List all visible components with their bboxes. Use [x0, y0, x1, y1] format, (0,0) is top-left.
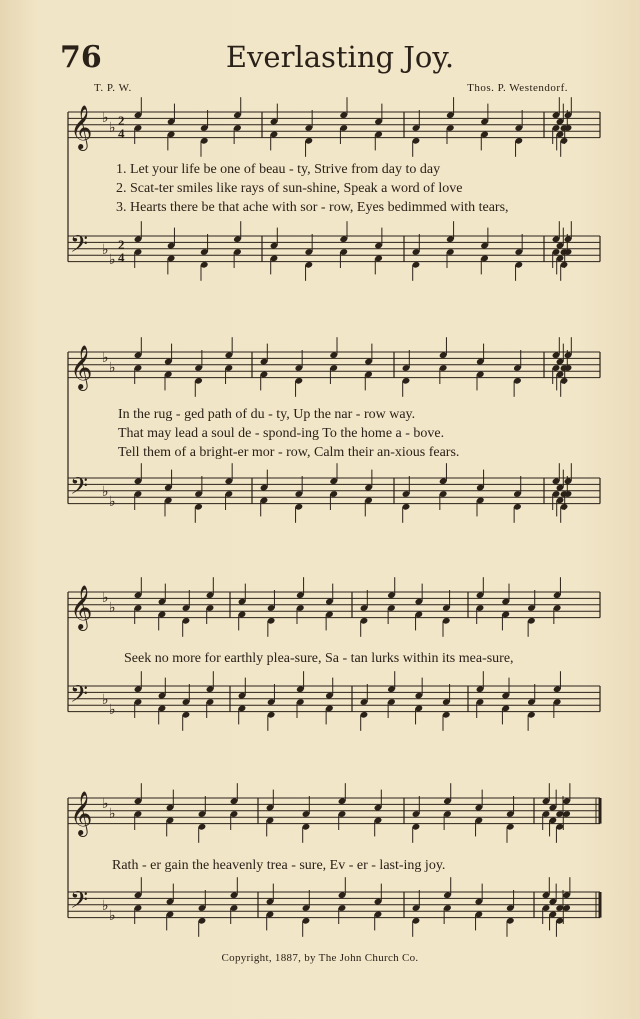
treble-clef-icon: 𝄞: [70, 791, 93, 835]
flat-icon: ♭: [109, 495, 116, 510]
lyric-line: Tell them of a bright-er mor - row, Calm their an-xious fears.: [118, 445, 460, 460]
lyric-line: 2. Scat-ter smiles like rays of sun-shine, Speak a word of love: [116, 181, 463, 196]
treble-clef-icon: 𝄞: [70, 105, 93, 149]
lyric-line: In the rug - ged path of du - ty, Up the nar - row way.: [118, 407, 416, 422]
flat-icon: ♭: [102, 351, 109, 366]
flat-icon: ♭: [102, 693, 109, 708]
treble-clef-icon: 𝄞: [70, 585, 93, 629]
bass-clef-icon: 𝄢: [70, 230, 89, 263]
page-number: 76: [60, 40, 102, 75]
treble-clef-icon: 𝄞: [70, 345, 93, 389]
bass-clef-icon: 𝄢: [70, 680, 89, 713]
flat-icon: ♭: [102, 485, 109, 500]
music-credit: Thos. P. Westendorf.: [467, 82, 568, 94]
flat-icon: ♭: [109, 361, 116, 376]
time-signature-top: 2: [118, 237, 125, 252]
flat-icon: ♭: [109, 121, 116, 136]
lyric-line: 3. Hearts there be that ache with sor - row, Eyes bedimmed with tears,: [116, 200, 509, 215]
time-signature-bottom: 4: [118, 126, 125, 141]
flat-icon: ♭: [109, 703, 116, 718]
flat-icon: ♭: [109, 909, 116, 924]
flat-icon: ♭: [102, 797, 109, 812]
bass-clef-icon: 𝄢: [70, 886, 89, 919]
hymn-title: Everlasting Joy.: [225, 40, 455, 74]
copyright-notice: Copyright, 1887, by The John Church Co.: [221, 952, 419, 964]
lyric-line: That may lead a soul de - spond-ing To the home a - bove.: [118, 426, 445, 441]
flat-icon: ♭: [102, 111, 109, 126]
time-signature-bottom: 4: [118, 250, 125, 265]
bass-clef-icon: 𝄢: [70, 472, 89, 505]
flat-icon: ♭: [109, 601, 116, 616]
words-credit: T. P. W.: [94, 82, 132, 94]
lyric-line: 1. Let your life be one of beau - ty, Strive from day to day: [116, 162, 441, 177]
lyric-line: Seek no more for earthly plea-sure, Sa - tan lurks within its mea-sure,: [124, 651, 514, 666]
flat-icon: ♭: [102, 243, 109, 258]
flat-icon: ♭: [109, 253, 116, 268]
lyric-line: Rath - er gain the heavenly trea - sure, Ev - er - last-ing joy.: [112, 858, 446, 873]
flat-icon: ♭: [102, 899, 109, 914]
flat-icon: ♭: [109, 807, 116, 822]
flat-icon: ♭: [102, 591, 109, 606]
time-signature-top: 2: [118, 113, 125, 128]
